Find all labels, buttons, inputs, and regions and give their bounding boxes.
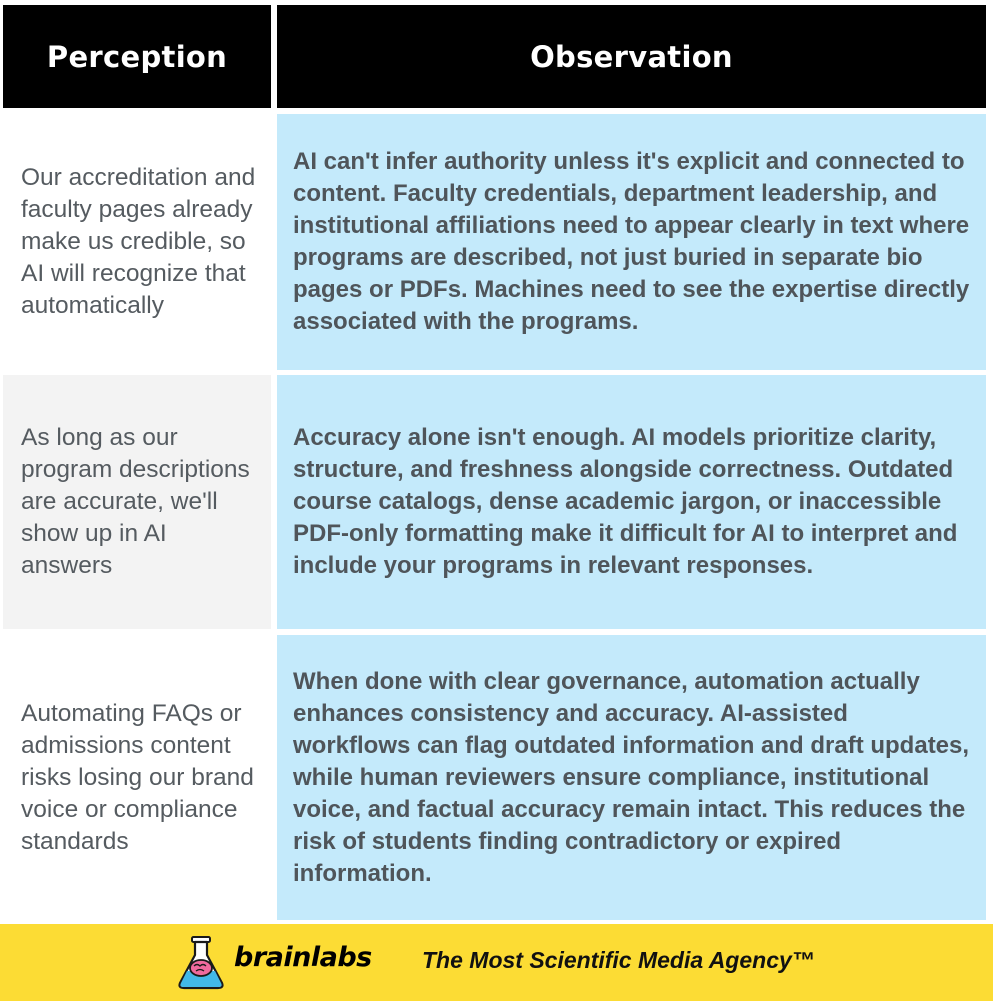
table-row-2-observation: [277, 375, 986, 629]
table-row-3-observation: [277, 635, 986, 920]
flask-brain-icon: [176, 935, 226, 991]
table-row-1-observation: [277, 114, 986, 370]
table-row-2-perception: [3, 375, 271, 629]
observation-header-label: Observation: [530, 39, 733, 74]
perception-header-label: Perception: [46, 39, 228, 74]
table-row-1-perception: [3, 114, 271, 370]
brand-wordmark: brainlabs: [234, 942, 372, 973]
observation-text: When done with clear governance, automation actually enhances consistency and accuracy. AI-assisted workflows can flag outdated information and draft updates, while human reviewers ensure compliance, institutional voice, and factual accuracy remain intact. This reduces the risk of students finding contradictory or expired information.: [293, 667, 970, 887]
observation-text: Accuracy alone isn't enough. AI models prioritize clarity, structure, and freshness alongside correctness. Outdated course catalogs, dense academic jargon, or inaccessible PDF-only formatting make it difficult for AI to interpret and include your programs in relevant responses.: [293, 424, 958, 579]
observation-text: AI can't infer authority unless it's explicit and connected to content. Faculty credentials, department leadership, and institutional affiliations need to appear clearly in text where programs are described, not just buried in separate bio pages or PDFs. Machines need to see the expertise directly associated with the programs.: [293, 148, 970, 335]
perception-text: Our accreditation and faculty pages already make us credible, so AI will recognize that automatically: [21, 164, 256, 319]
perception-text: Automating FAQs or admissions content risks losing our brand voice or compliance standards: [21, 699, 254, 855]
perception-text: As long as our program descriptions are accurate, we'll show up in AI answers: [21, 424, 250, 579]
table-row-3-perception: [3, 635, 271, 920]
observation-column-header: [277, 5, 986, 108]
perception-column-header: [3, 5, 271, 108]
brand-tagline: The Most Scientific Media Agency™: [422, 947, 815, 973]
brand-footer: [0, 924, 993, 1001]
